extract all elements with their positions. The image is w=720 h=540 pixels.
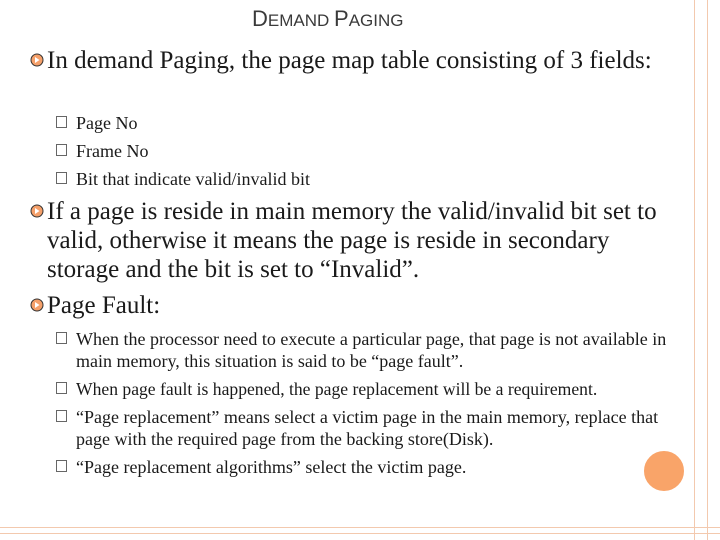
sub-bullet-valid-bit: Bit that indicate valid/invalid bit <box>56 168 310 190</box>
decorative-frame-bottom <box>0 527 720 534</box>
decorative-frame-right <box>694 0 708 540</box>
checkbox-square-icon <box>56 332 67 344</box>
bullet-text: If a page is reside in main memory the valid/invalid bit set to valid, otherwise it means the page is reside in secondary storage and the bit is set to “Invalid”. <box>47 198 657 283</box>
circle-arrow-icon <box>30 53 44 67</box>
checkbox-square-icon <box>56 410 67 422</box>
sub-bullet-replacement-algorithms: “Page replacement algorithms” select the victim page. <box>56 456 656 478</box>
checkbox-square-icon <box>56 172 67 184</box>
bullet-demand-paging <box>30 46 660 75</box>
checkbox-square-icon <box>56 116 67 128</box>
slide-title: DEMAND PAGING <box>252 6 404 31</box>
sub-bullet-page-replacement-meaning: “Page replacement” means select a victim page in the main memory, replace that page with the required page from the backing store(Disk). <box>56 406 696 450</box>
checkbox-square-icon <box>56 382 67 394</box>
sub-bullet-page-no: Page No <box>56 112 138 134</box>
bullet-text: In demand Paging, the page map table consisting of 3 fields: <box>47 47 652 74</box>
checkbox-square-icon <box>56 144 67 156</box>
sub-bullet-page-fault-definition: When the processor need to execute a particular page, that page is not available in main memory, this situation is said to be “page fault”. <box>56 328 690 372</box>
bullet-valid-invalid <box>30 197 670 284</box>
checkbox-square-icon <box>56 460 67 472</box>
circle-arrow-icon <box>30 204 44 218</box>
sub-bullet-page-replacement-requirement: When page fault is happened, the page replacement will be a requirement. <box>56 378 706 400</box>
bullet-text: Page Fault: <box>47 292 161 319</box>
circle-arrow-icon <box>30 298 44 312</box>
bullet-page-fault <box>30 291 670 320</box>
sub-bullet-frame-no: Frame No <box>56 140 148 162</box>
